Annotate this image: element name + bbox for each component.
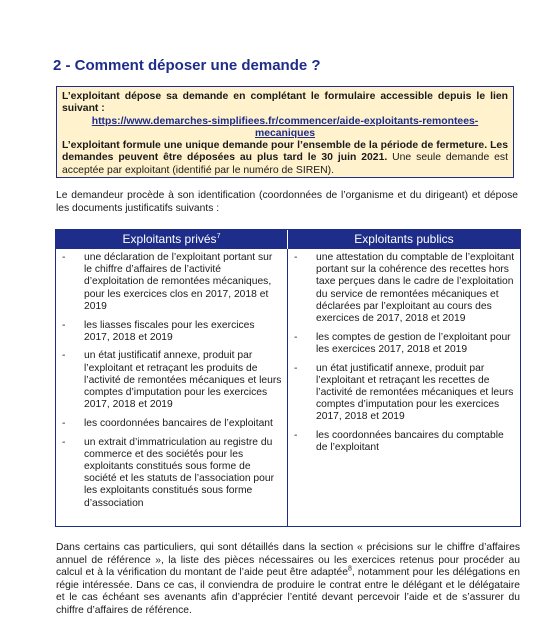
- list-item: - les coordonnées bancaires du comptable de l’exploitant: [294, 430, 504, 454]
- section-heading: 2 - Comment déposer une demande ?: [53, 57, 321, 74]
- callout-line-2: [62, 140, 508, 177]
- list-item: - une déclaration de l’exploitant portant sur le chiffre d’affaires de l’activité d’exploitation de remontées mécaniques, pour les exercices clos en 2017, 2018 et 2019: [62, 252, 273, 312]
- list-item: - les comptes de gestion de l’exploitant pour les exercices 2017, 2018 et 2019: [294, 331, 511, 355]
- list-item: - les coordonnées bancaires de l’exploitant: [62, 417, 273, 429]
- private-documents-list: [62, 252, 282, 516]
- list-item: - un extrait d’immatriculation au registre du commerce et des sociétés pour les exploitants constitués sous forme de société et les statuts de l’association pour les exploitants constitués sous forme d’association: [62, 436, 275, 509]
- documents-table: [55, 229, 521, 527]
- callout-link-line: [62, 116, 508, 141]
- footnote-7: 7: [216, 233, 221, 240]
- list-item: - un état justificatif annexe, produit par l’exploitant et retraçant les produits de l’activité de remontées mécaniques et leurs comptes d’imputation pour les exercices 2017, 2018 et 2019: [62, 350, 282, 411]
- form-link[interactable]: https://www.demarches-simplifiees.fr/commencer/aide-exploitants-remontees-mecaniques: [91, 115, 479, 139]
- header-public: Exploitants publics: [288, 230, 520, 249]
- header-private: Exploitants privés$^7$: [56, 230, 287, 249]
- deadline-text: L’exploitant formule une unique demande pour l’ensemble de la période de fermeture. Les demandes peuvent être déposées au plus tard le 30 juin 2021.: [62, 140, 508, 164]
- callout-line-1: L’exploitant dépose sa demande en complétant le formulaire accessible depuis le lien suivant :: [62, 91, 508, 115]
- siren-text: Une seule demande est acceptée par exploitant (identifié par le numéro de SIREN).: [62, 152, 509, 176]
- list-item: - les liasses fiscales pour les exercices 2017, 2018 et 2019: [62, 319, 255, 343]
- list-item: - une attestation du comptable de l’exploitant portant sur la cohérence des recettes hors taxe perçues dans le cadre de l’exploitation du service de remontées mécaniques et déclarées par l’exploitant au cours des exercices de 2017, 2018 et 2019: [294, 252, 515, 325]
- submission-callout: [56, 86, 514, 178]
- footnote-8: 8: [347, 565, 352, 573]
- intro-paragraph: Le demandeur procède à son identification (coordonnées de l’organisme et du dirigeant) et dépose les documents justificatifs suivants :: [56, 190, 518, 214]
- public-documents-list: [294, 252, 516, 461]
- outro-paragraph: Dans certains cas particuliers, qui sont détaillés dans la section « précisions sur le chiffre d’affaires annuel de référence », la liste des pièces nécessaires ou les exercices retenus pour procéder au calcul et à la vérification du montant de l’aide peut être adaptée$^8$, notamment pour les délégations en régie intéressée. Dans ce cas, il conviendra de produire le contrat entre le délégant et le délégataire et le cas échéant ses avenants afin d’apprécier l’entité devant percevoir l’aide et de s’assurer du chiffre d’affaires de référence.: [56, 542, 520, 616]
- list-item: - un état justificatif annexe, produit par l’exploitant et retraçant les recettes de l’activité de remontées mécaniques et leurs comptes d’imputation pour les exercices 2017, 2018 et 2019: [294, 362, 514, 423]
